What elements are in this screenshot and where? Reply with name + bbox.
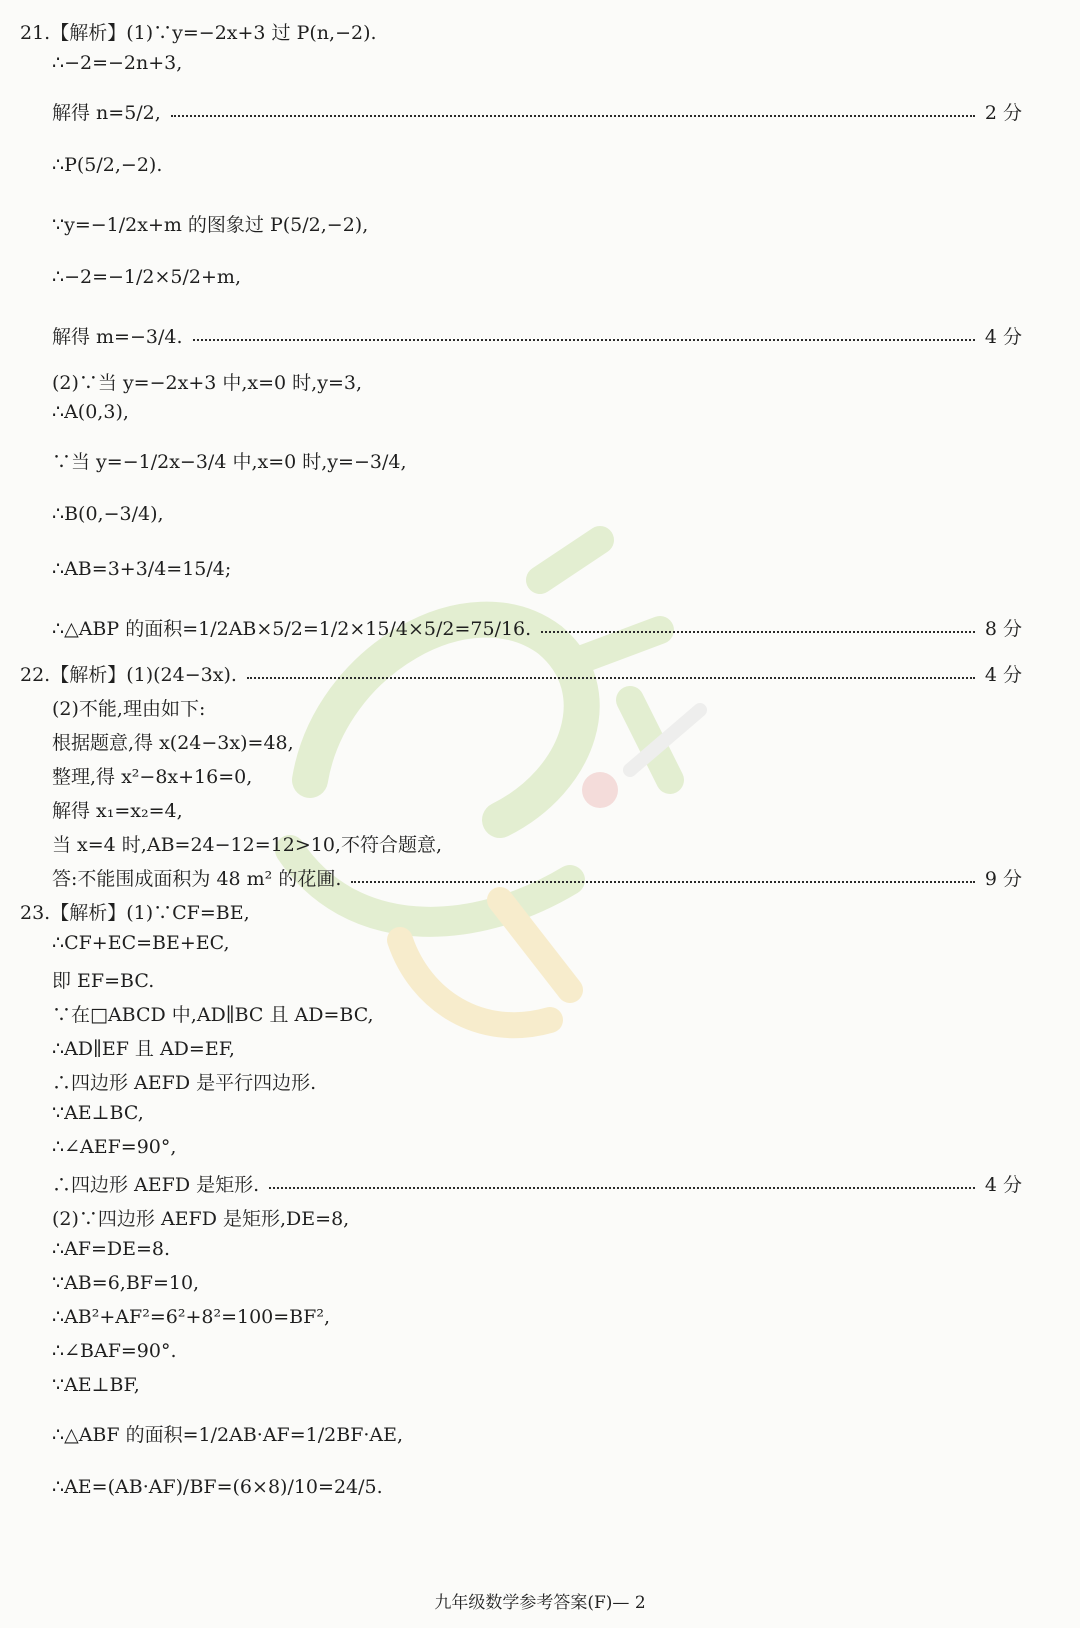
solution-line [0, 864, 1080, 891]
solution-line [0, 98, 1080, 125]
solution-line [0, 932, 1080, 954]
score-mark: 9 分 [984, 868, 1022, 890]
page-footer: 九年级数学参考答案(F)— 2 [434, 1593, 646, 1613]
solution-line [0, 401, 1080, 423]
solution-line [0, 1102, 1080, 1124]
dotted-leader [247, 677, 975, 679]
dotted-leader [541, 631, 975, 633]
solution-line [0, 1374, 1080, 1396]
solution-line [0, 728, 1080, 755]
solution-text: ∴△ABP 的面积=1/2AB×5/2=1/2×15/4×5/2=75/16. [52, 618, 532, 640]
solution-text: 解得 m=−3/4. [52, 326, 183, 348]
solution-text: (2)不能,理由如下: [52, 698, 206, 720]
solution-line [0, 762, 1080, 789]
solution-line [0, 1306, 1080, 1328]
solution-line [0, 322, 1080, 349]
solution-line [0, 614, 1080, 641]
solution-line [0, 1476, 1080, 1498]
solution-text: 21.【解析】(1)∵y=−2x+3 过 P(n,−2). [20, 22, 377, 44]
solution-line [0, 503, 1080, 525]
solution-text: ∴AB=3+3/4=15/4; [52, 558, 232, 580]
solution-text: ∵AE⊥BC, [52, 1102, 144, 1124]
solution-line [0, 154, 1080, 176]
solution-line [0, 1272, 1080, 1294]
solution-line [0, 1034, 1080, 1061]
solution-text: 解得 n=5/2, [52, 102, 161, 124]
solution-text: 23.【解析】(1)∵CF=BE, [20, 902, 250, 924]
score-mark: 4 分 [984, 326, 1022, 348]
solution-text: ∴AF=DE=8. [52, 1238, 171, 1260]
solution-line [0, 18, 1080, 45]
solution-text: (2)∵四边形 AEFD 是矩形,DE=8, [52, 1208, 350, 1230]
solution-line [0, 898, 1080, 925]
solution-text: ∴四边形 AEFD 是矩形. [52, 1174, 260, 1196]
solution-text: ∴A(0,3), [52, 401, 129, 423]
solution-line [0, 660, 1080, 687]
solution-text: ∴AB²+AF²=6²+8²=100=BF², [52, 1306, 330, 1328]
score-mark: 4 分 [984, 664, 1022, 686]
dotted-leader [269, 1187, 975, 1189]
solution-text: ∴B(0,−3/4), [52, 503, 164, 525]
solution-line [0, 1420, 1080, 1447]
solution-text: ∵当 y=−1/2x−3/4 中,x=0 时,y=−3/4, [52, 451, 407, 473]
solution-text: ∵AB=6,BF=10, [52, 1272, 200, 1294]
solution-line [0, 796, 1080, 823]
solution-text: ∴AE=(AB·AF)/BF=(6×8)/10=24/5. [52, 1476, 383, 1498]
solution-text: 即 EF=BC. [52, 970, 155, 992]
solution-line [0, 1136, 1080, 1158]
solution-text: ∴CF+EC=BE+EC, [52, 932, 230, 954]
solution-text: ∴四边形 AEFD 是平行四边形. [52, 1072, 317, 1094]
solution-text: ∴∠BAF=90°. [52, 1340, 177, 1362]
solution-line [0, 1068, 1080, 1095]
score-mark: 4 分 [984, 1174, 1022, 1196]
solution-text: ∴∠AEF=90°, [52, 1136, 177, 1158]
solution-line [0, 1340, 1080, 1362]
solution-text: 整理,得 x²−8x+16=0, [52, 766, 253, 788]
solution-line [0, 1238, 1080, 1260]
solution-text: ∴−2=−2n+3, [52, 52, 183, 74]
solution-line [0, 966, 1080, 993]
solution-line [0, 210, 1080, 237]
solution-text: (2)∵当 y=−2x+3 中,x=0 时,y=3, [52, 372, 363, 394]
solution-text: ∴−2=−1/2×5/2+m, [52, 266, 241, 288]
score-mark: 2 分 [984, 102, 1022, 124]
solution-text: 当 x=4 时,AB=24−12=12>10,不符合题意, [52, 834, 442, 856]
score-mark: 8 分 [984, 618, 1022, 640]
solution-line [0, 1170, 1080, 1197]
solution-text: ∵在□ABCD 中,AD∥BC 且 AD=BC, [52, 1004, 374, 1026]
solution-text: ∵AE⊥BF, [52, 1374, 140, 1396]
solution-text: ∴P(5/2,−2). [52, 154, 163, 176]
solution-line [0, 52, 1080, 74]
solution-text: ∴△ABF 的面积=1/2AB·AF=1/2BF·AE, [52, 1424, 404, 1446]
solution-line [0, 1000, 1080, 1027]
solution-text: ∵y=−1/2x+m 的图象过 P(5/2,−2), [52, 214, 369, 236]
dotted-leader [171, 115, 975, 117]
solution-line [0, 830, 1080, 857]
solution-text: ∴AD∥EF 且 AD=EF, [52, 1038, 235, 1060]
solution-line [0, 1204, 1080, 1231]
dotted-leader [193, 339, 975, 341]
solution-text: 答:不能围成面积为 48 m² 的花圃. [52, 868, 342, 890]
solution-line [0, 447, 1080, 474]
solution-line [0, 694, 1080, 721]
solution-line [0, 558, 1080, 580]
solution-line [0, 266, 1080, 288]
dotted-leader [351, 881, 974, 883]
solution-text: 22.【解析】(1)(24−3x). [20, 664, 237, 686]
solution-line [0, 368, 1080, 395]
solution-text: 解得 x₁=x₂=4, [52, 800, 183, 822]
solution-text: 根据题意,得 x(24−3x)=48, [52, 732, 294, 754]
